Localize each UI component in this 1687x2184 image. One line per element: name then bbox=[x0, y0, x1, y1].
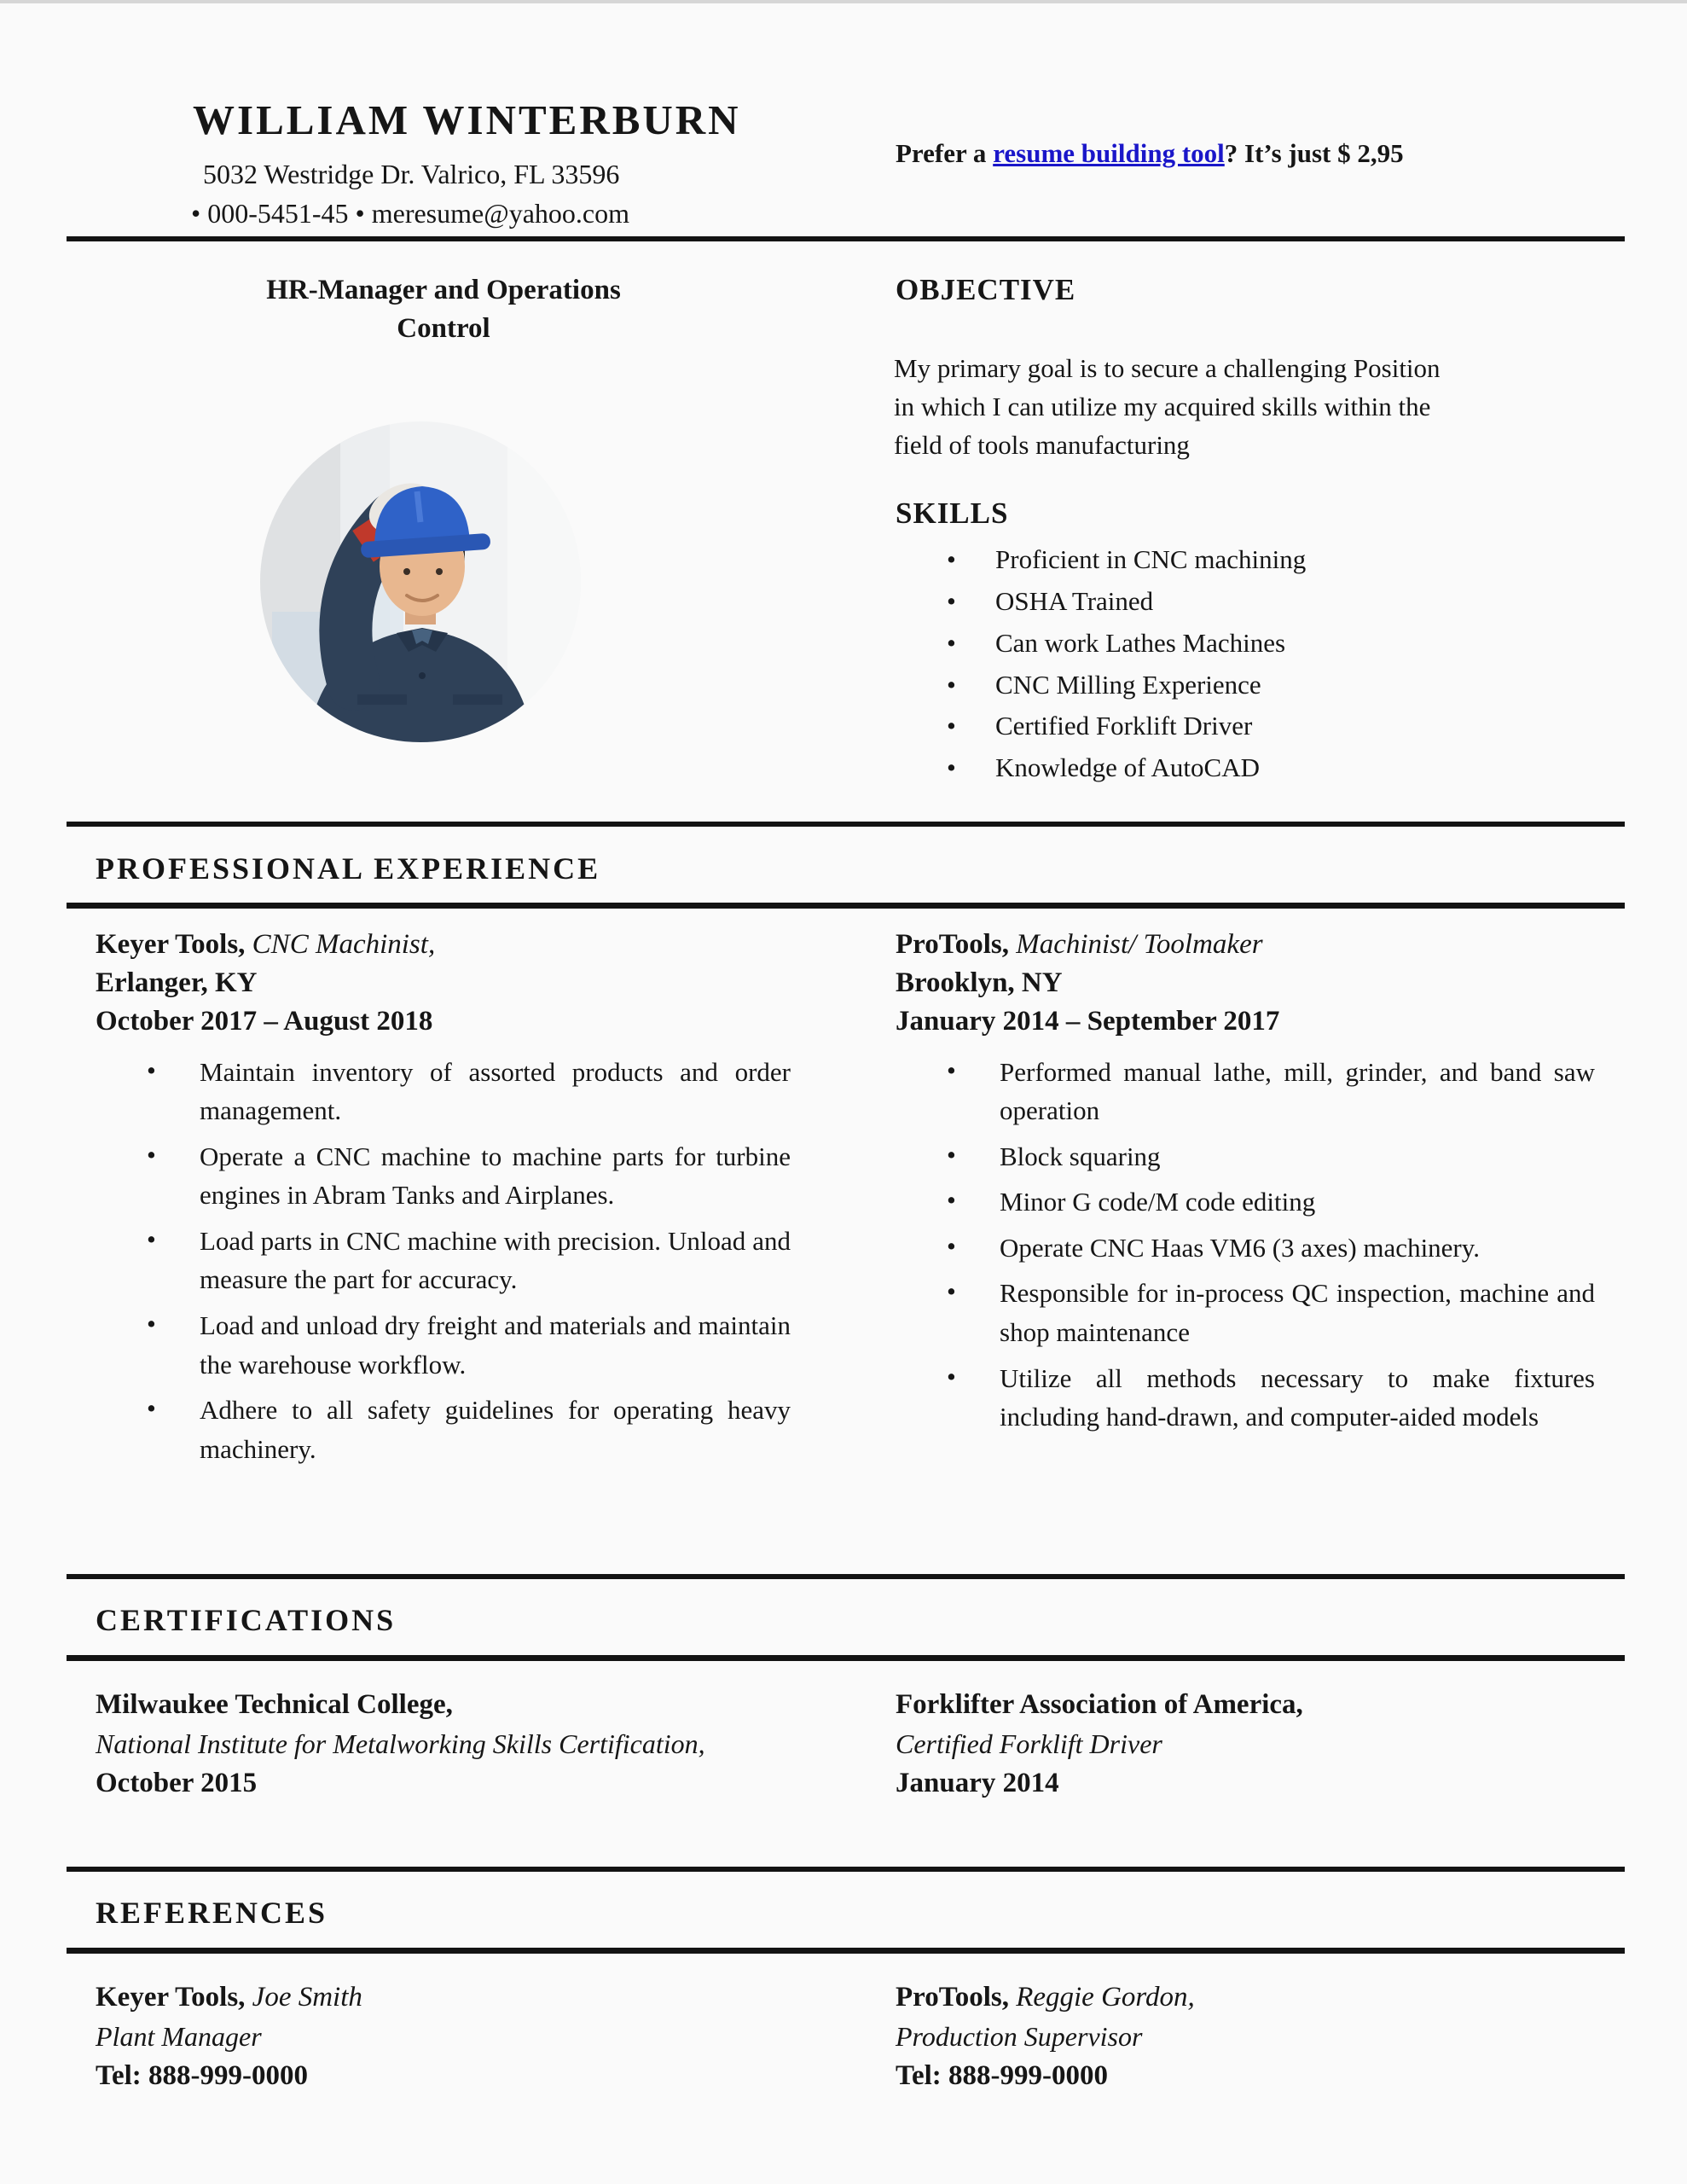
job-bullet bbox=[947, 1137, 1595, 1176]
job-location: Brooklyn, NY bbox=[896, 967, 1063, 998]
bullet-icon: • bbox=[947, 1276, 956, 1307]
reference-entry bbox=[96, 1978, 846, 2096]
job-bullet bbox=[147, 1222, 791, 1299]
skill-item bbox=[947, 754, 1595, 782]
skills-list bbox=[896, 546, 1595, 796]
skill-item bbox=[947, 546, 1595, 574]
profile-role-line2: Control bbox=[397, 312, 490, 344]
bullet-icon: • bbox=[147, 1054, 156, 1085]
bullet-icon: • bbox=[947, 1054, 956, 1085]
bullet-icon: • bbox=[947, 1361, 956, 1391]
reference-phone: Tel: 888-999-0000 bbox=[896, 2060, 1109, 2092]
reference-entry bbox=[896, 1978, 1646, 2096]
job-bullet-text: Block squaring bbox=[1000, 1141, 1161, 1171]
certification-title: National Institute for Metalworking Skills Certification, bbox=[96, 1728, 705, 1759]
skill-label: Proficient in CNC machining bbox=[995, 544, 1307, 574]
reference-phone: Tel: 888-999-0000 bbox=[96, 2060, 309, 2092]
job-entry-keyer bbox=[96, 926, 791, 1475]
job-role: CNC Machinist, bbox=[252, 929, 436, 960]
skill-item bbox=[947, 585, 1595, 616]
reference-title-line bbox=[896, 1978, 1646, 2018]
job-bullet-list bbox=[896, 1053, 1595, 1437]
bullet-icon: • bbox=[947, 669, 956, 700]
references-rule-bottom bbox=[67, 1948, 1625, 1954]
job-dates: October 2017 – August 2018 bbox=[96, 1005, 433, 1037]
certification-date: January 2014 bbox=[896, 1768, 1059, 1799]
objective-text: My primary goal is to secure a challenging Position in which I can utilize my acquired skills within the field of tools manufacturing bbox=[894, 353, 1441, 460]
job-entry-protools bbox=[896, 926, 1595, 1443]
reference-role: Production Supervisor bbox=[896, 2020, 1143, 2052]
job-bullet bbox=[947, 1274, 1595, 1351]
job-bullet bbox=[147, 1306, 791, 1384]
job-title-line bbox=[96, 926, 791, 964]
reference-title-line bbox=[96, 1978, 846, 2018]
profile-role-title bbox=[145, 271, 742, 348]
references-rule-top bbox=[67, 1867, 1625, 1872]
job-bullet-text: Performed manual lathe, mill, grinder, and band saw operation bbox=[1000, 1056, 1595, 1126]
certification-org: Milwaukee Technical College, bbox=[96, 1689, 453, 1720]
certification-org: Forklifter Association of America, bbox=[896, 1689, 1303, 1720]
skill-item bbox=[947, 671, 1595, 700]
header-divider bbox=[67, 236, 1625, 241]
skill-label: Can work Lathes Machines bbox=[995, 627, 1286, 658]
person-name: WILLIAM WINTERBURN bbox=[193, 96, 741, 143]
certification-title: Certified Forklift Driver bbox=[896, 1728, 1162, 1759]
job-company: ProTools, bbox=[896, 929, 1009, 960]
objective-heading: OBJECTIVE bbox=[896, 273, 1076, 306]
job-bullet-text: Utilize all methods necessary to make fixtures including hand-drawn, and computer-aided models bbox=[1000, 1362, 1595, 1432]
skills-heading: SKILLS bbox=[896, 497, 1009, 530]
job-company: Keyer Tools, bbox=[96, 929, 246, 960]
job-bullet-text: Adhere to all safety guidelines for operating heavy machinery. bbox=[200, 1395, 791, 1464]
worker-portrait-illustration bbox=[258, 420, 583, 744]
job-bullet-text: Minor G code/M code editing bbox=[1000, 1187, 1316, 1217]
job-bullet bbox=[947, 1359, 1595, 1437]
reference-name: Reggie Gordon, bbox=[1016, 1982, 1195, 2013]
skill-item bbox=[947, 627, 1595, 658]
bullet-icon: • bbox=[947, 1230, 956, 1261]
experience-rule-top bbox=[67, 822, 1625, 827]
job-bullet-text: Operate a CNC machine to machine parts for turbine engines in Abram Tanks and Airplanes. bbox=[200, 1141, 791, 1211]
bullet-icon: • bbox=[147, 1393, 156, 1424]
reference-company: Keyer Tools, bbox=[96, 1982, 246, 2013]
job-bullet bbox=[947, 1182, 1595, 1222]
certifications-heading: CERTIFICATIONS bbox=[96, 1603, 397, 1637]
bullet-icon: • bbox=[147, 1139, 156, 1170]
skill-label: Certified Forklift Driver bbox=[995, 711, 1253, 741]
job-title-line bbox=[896, 926, 1595, 964]
bullet-icon: • bbox=[947, 711, 956, 741]
reference-company: ProTools, bbox=[896, 1982, 1009, 2013]
job-bullet-text: Maintain inventory of assorted products and order management. bbox=[200, 1056, 791, 1126]
reference-name: Joe Smith bbox=[252, 1982, 362, 2013]
bullet-icon: • bbox=[947, 1139, 956, 1170]
profile-role-line1: HR-Manager and Operations bbox=[266, 275, 621, 305]
experience-rule-bottom bbox=[67, 903, 1625, 909]
experience-heading: PROFESSIONAL EXPERIENCE bbox=[96, 851, 601, 886]
promo-prefix: Prefer a bbox=[896, 138, 994, 168]
bullet-icon: • bbox=[947, 544, 956, 574]
bullet-icon: • bbox=[947, 585, 956, 616]
certification-entry bbox=[896, 1685, 1646, 1804]
job-bullet bbox=[147, 1391, 791, 1468]
bullet-icon: • bbox=[147, 1309, 156, 1339]
references-heading: REFERENCES bbox=[96, 1896, 328, 1930]
job-bullet-text: Load parts in CNC machine with precision. Unload and measure the part for accuracy. bbox=[200, 1225, 791, 1295]
job-bullet-text: Responsible for in-process QC inspection, machine and shop maintenance bbox=[1000, 1278, 1595, 1347]
certifications-rule-top bbox=[67, 1574, 1625, 1579]
job-bullet-text: Load and unload dry freight and materials and maintain the warehouse workflow. bbox=[200, 1310, 791, 1380]
job-bullet-text: Operate CNC Haas VM6 (3 axes) machinery. bbox=[1000, 1232, 1480, 1263]
job-bullet bbox=[947, 1228, 1595, 1268]
job-role: Machinist/ Toolmaker bbox=[1016, 929, 1263, 960]
job-dates: January 2014 – September 2017 bbox=[896, 1005, 1280, 1037]
address-line: 5032 Westridge Dr. Valrico, FL 33596 bbox=[203, 159, 620, 189]
skill-label: CNC Milling Experience bbox=[995, 669, 1261, 700]
skill-label: OSHA Trained bbox=[995, 585, 1154, 616]
contact-line: • 000-5451-45 • meresume@yahoo.com bbox=[191, 198, 629, 229]
job-bullet bbox=[947, 1053, 1595, 1130]
promo-suffix: ? It’s just $ 2,95 bbox=[1224, 138, 1404, 168]
page-top-edge bbox=[0, 0, 1687, 3]
bullet-icon: • bbox=[147, 1223, 156, 1254]
certification-entry bbox=[96, 1685, 846, 1804]
certifications-rule-bottom bbox=[67, 1655, 1625, 1661]
skill-item bbox=[947, 712, 1595, 741]
bullet-icon: • bbox=[947, 627, 956, 658]
profile-photo bbox=[258, 420, 583, 744]
job-bullet bbox=[147, 1137, 791, 1215]
job-bullet-list bbox=[96, 1053, 791, 1469]
reference-role: Plant Manager bbox=[96, 2020, 262, 2052]
job-location: Erlanger, KY bbox=[96, 967, 258, 998]
bullet-icon: • bbox=[947, 752, 956, 783]
promo-banner bbox=[896, 138, 1404, 169]
resume-builder-link[interactable]: resume building tool bbox=[993, 138, 1225, 168]
skill-label: Knowledge of AutoCAD bbox=[995, 752, 1260, 783]
bullet-icon: • bbox=[947, 1185, 956, 1216]
certification-date: October 2015 bbox=[96, 1768, 258, 1799]
job-bullet bbox=[147, 1053, 791, 1130]
